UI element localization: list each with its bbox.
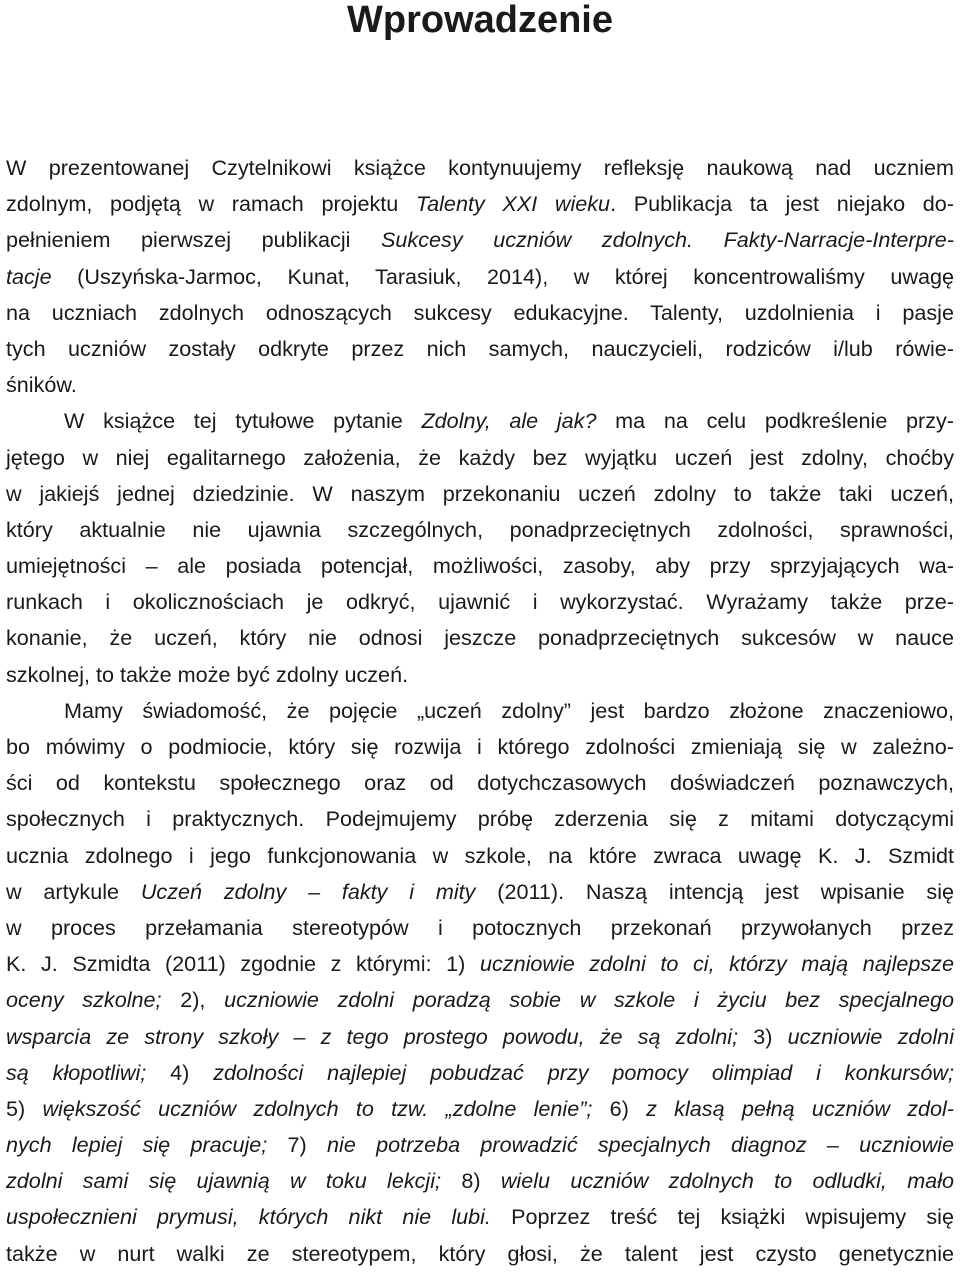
text-line <box>6 1091 954 1127</box>
italic-run: tacje <box>6 263 52 289</box>
text-line <box>6 367 954 403</box>
text-line <box>6 801 954 837</box>
text-run: K. J. Szmidta (2011) zgodnie z którymi: 1) <box>6 951 480 977</box>
text-run: ucznia zdolnego i jego funkcjonowania w szkole, na które zwraca uwagę K. J. Szmidt <box>6 842 954 868</box>
italic-run: Sukcesy uczniów zdolnych. Fakty-Narracje-Interpre- <box>381 227 954 253</box>
text-run: 6) <box>592 1095 647 1121</box>
text-line <box>6 476 954 512</box>
text-run: 7) <box>267 1132 328 1158</box>
italic-run: zdolni sami się ujawnią w toku lekcji; <box>6 1168 442 1194</box>
text-run: bo mówimy o podmiocie, który się rozwija i którego zdolności zmieniają się w zależno- <box>6 734 954 759</box>
text-line <box>6 657 954 693</box>
italic-run: uczniowie zdolni to ci, którzy mają najlepsze <box>479 951 954 977</box>
text-line <box>6 331 954 367</box>
text-line <box>6 222 954 258</box>
text-run: 2), <box>161 987 225 1013</box>
italic-run: wielu uczniów zdolnych to odludki, mało <box>500 1168 954 1194</box>
text-run: 3) <box>738 1023 788 1049</box>
text-line <box>6 946 954 982</box>
text-run: (2011). Naszą intencją jest wpisanie się <box>475 878 955 904</box>
text-line <box>6 440 954 476</box>
text-line <box>6 620 954 656</box>
text-line <box>6 259 954 295</box>
italic-run: oceny szkolne; <box>6 987 162 1013</box>
text-run: na uczniach zdolnych odnoszących sukcesy edukacyjne. Talenty, uzdolnienia i pasje <box>6 299 954 325</box>
text-run: w artykule <box>6 878 141 904</box>
text-line <box>6 403 954 439</box>
text-run: W książce tej tytułowe pytanie <box>64 408 422 434</box>
italic-run: są kłopotliwi; <box>6 1059 147 1085</box>
italic-run: Talenty XXI wieku <box>415 191 611 217</box>
document-page <box>6 0 954 1280</box>
text-line <box>6 150 954 186</box>
italic-run: uczniowie zdolni poradzą sobie w szkole i życiu bez specjalnego <box>224 987 955 1013</box>
text-run: umiejętności – ale posiada potencjał, możliwości, zasoby, aby przy sprzyjających wa- <box>6 553 954 579</box>
text-run: konanie, że uczeń, który nie odnosi jeszcze ponadprzeciętnych sukcesów w nauce <box>6 625 954 651</box>
text-run: runkach i okolicznościach je odkryć, ujawnić i wykorzystać. Wyrażamy także prze- <box>6 589 954 615</box>
text-run: który aktualnie nie ujawnia szczególnych, ponadprzeciętnych zdolności, sprawności, <box>6 516 954 542</box>
text-run: zdolnym, podjętą w ramach projektu <box>6 191 416 217</box>
text-line <box>6 295 954 331</box>
text-line <box>6 1127 954 1163</box>
italic-run: zdolności najlepiej pobudzać przy pomocy olimpiad i konkursów; <box>213 1059 954 1085</box>
text-line <box>6 1019 954 1055</box>
text-run: 4) <box>146 1059 214 1085</box>
text-run: Poprzez treść tej książki wpisujemy się <box>490 1204 954 1230</box>
text-line <box>6 186 954 222</box>
text-line <box>6 910 954 946</box>
italic-run: większość uczniów zdolnych to tzw. „zdolne lenie”; <box>42 1095 593 1121</box>
text-line <box>6 874 954 910</box>
page-title: Wprowadzenie <box>346 0 614 41</box>
text-line <box>6 1163 954 1199</box>
text-line <box>6 838 954 874</box>
text-line <box>6 765 954 801</box>
italic-run: Uczeń zdolny – fakty i mity <box>140 878 476 904</box>
text-line <box>6 1236 954 1272</box>
text-line <box>6 982 954 1018</box>
text-run: tych uczniów zostały odkryte przez nich samych, nauczycieli, rodziców i/lub rówie- <box>6 335 954 361</box>
text-run: społecznych i praktycznych. Podejmujemy próbę zderzenia się z mitami dotyczącymi <box>6 806 954 832</box>
text-line <box>6 584 954 620</box>
text-run: szkolnej, to także może być zdolny uczeń. <box>6 661 409 687</box>
text-run: (Uszyńska-Jarmoc, Kunat, Tarasiuk, 2014), w której koncentrowaliśmy uwagę <box>51 263 954 289</box>
text-run: w jakiejś jednej dziedzinie. W naszym przekonaniu uczeń zdolny to także taki uczeń, <box>6 480 954 506</box>
text-run: także w nurt walki ze stereotypem, który głosi, że talent jest czysto genetycznie <box>6 1240 954 1266</box>
text-run: W prezentowanej Czytelnikowi książce kontynuujemy refleksję naukową nad uczniem <box>6 155 954 180</box>
text-run: ma na celu podkreślenie przy- <box>596 408 954 434</box>
text-run: pełnieniem pierwszej publikacji <box>6 227 382 253</box>
text-run: . Publikacja ta jest niejako do- <box>610 191 954 217</box>
italic-run: uczniowie zdolni <box>787 1023 954 1049</box>
text-line <box>6 512 954 548</box>
text-run: ści od kontekstu społecznego oraz od dotychczasowych doświadczeń poznawczych, <box>6 770 954 796</box>
text-line <box>6 548 954 584</box>
text-run: Mamy świadomość, że pojęcie „uczeń zdolny” jest bardzo złożone znaczeniowo, <box>64 697 954 723</box>
italic-run: nych lepiej się pracuje; <box>6 1132 268 1158</box>
text-line <box>6 1055 954 1091</box>
italic-run: nie potrzeba prowadzić specjalnych diagnoz – uczniowie <box>327 1132 954 1158</box>
text-line <box>6 693 954 729</box>
text-line <box>6 729 954 765</box>
document-body <box>6 150 954 1272</box>
text-run: śników. <box>6 372 77 398</box>
italic-run: uspołecznieni prymusi, których nikt nie lubi. <box>6 1204 491 1230</box>
text-run: 5) <box>6 1095 43 1121</box>
italic-run: Zdolny, ale jak? <box>421 408 597 434</box>
text-run: w proces przełamania stereotypów i potocznych przekonań przywołanych przez <box>6 914 954 940</box>
text-run: 8) <box>441 1168 501 1194</box>
text-run: jętego w niej egalitarnego założenia, że każdy bez wyjątku uczeń jest zdolny, choćby <box>6 444 954 470</box>
italic-run: z klasą pełną uczniów zdol- <box>646 1095 954 1121</box>
italic-run: wsparcia ze strony szkoły – z tego prostego powodu, że są zdolni; <box>6 1023 739 1049</box>
text-line <box>6 1199 954 1235</box>
